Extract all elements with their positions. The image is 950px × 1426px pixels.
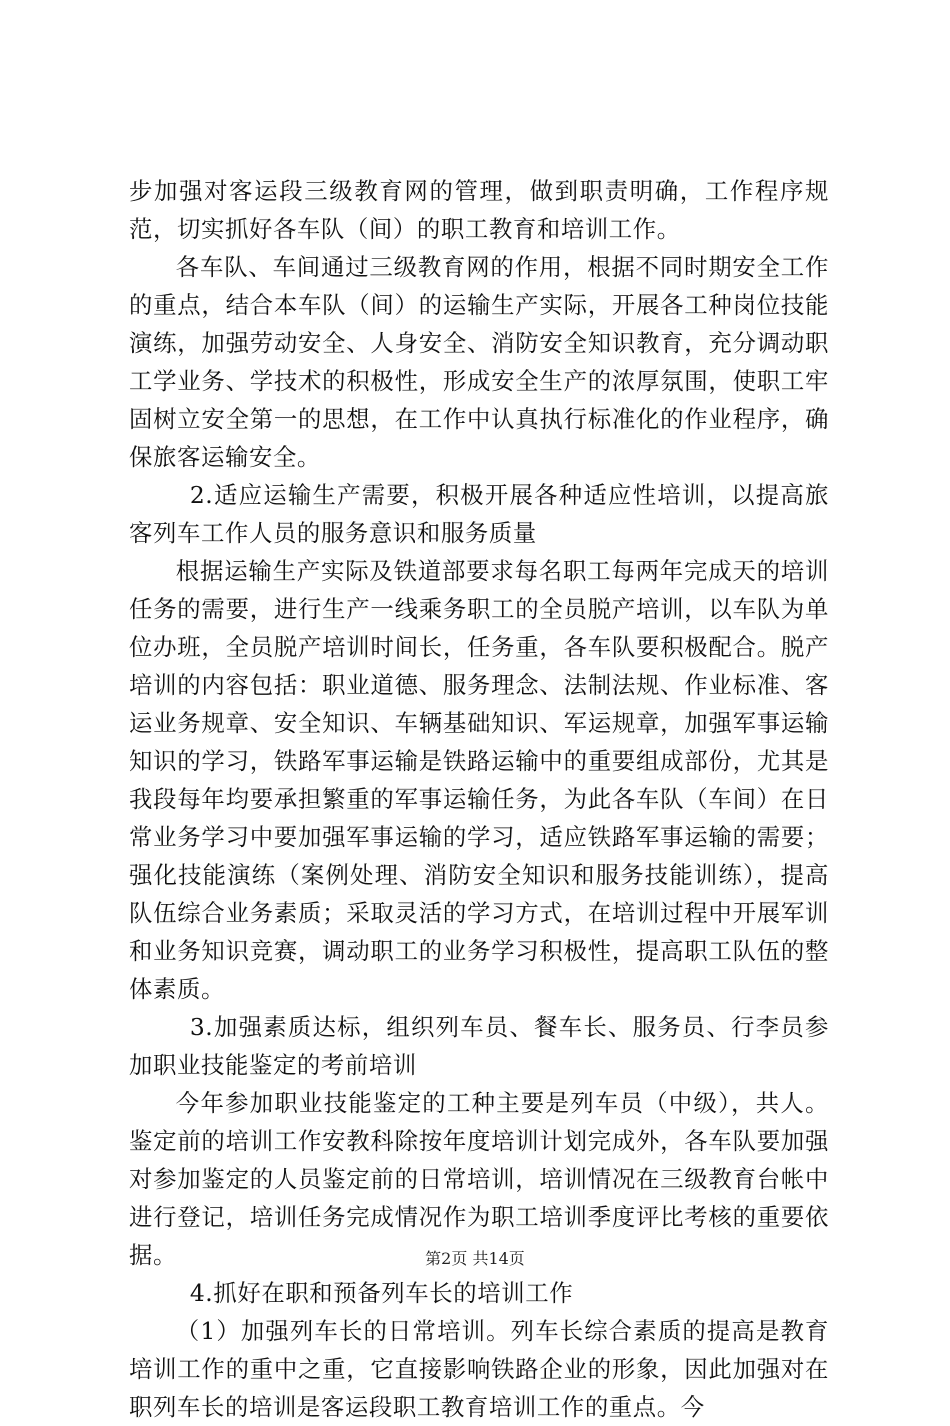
paragraph-conductor-training: （1）加强列车长的日常培训。列车长综合素质的提高是教育培训工作的重中之重，它直接影响铁路企业的形象，因此加强对在职列车长的培训是客运段职工教育培训工作的重点。今 [129,1317,829,1421]
section-heading-3: 3.加强素质达标，组织列车员、餐车长、服务员、行李员参加职业技能鉴定的考前培训 [129,1013,829,1079]
paragraph-three-level-network: 各车队、车间通过三级教育网的作用，根据不同时期安全工作的重点，结合本车队（间）的运输生产实际，开展各工种岗位技能演练，加强劳动安全、人身安全、消防安全知识教育，充分调动职工学业务、学技术的积极性，形成安全生产的浓厚氛围，使职工牢固树立安全第一的思想，在工作中认真执行标准化的作业程序，确保旅客运输安全。 [129,253,829,471]
page-number-footer: 第2页 共14页 [425,1249,525,1268]
paragraph-continuation: 步加强对客运段三级教育网的管理，做到职责明确，工作程序规范，切实抓好各车队（间）的职工教育和培训工作。 [129,177,829,243]
paragraph-skill-appraisal: 今年参加职业技能鉴定的工种主要是列车员（中级），共人。鉴定前的培训工作安教科除按年度培训计划完成外，各车队要加强对参加鉴定的人员鉴定前的日常培训，培训情况在三级教育台帐中进行登记，培训任务完成情况作为职工培训季度评比考核的重要依据。 [129,1089,829,1269]
section-heading-4: 4.抓好在职和预备列车长的培训工作 [189,1279,574,1307]
section-heading-2: 2.适应运输生产需要，积极开展各种适应性培训，以提高旅客列车工作人员的服务意识和服务质量 [129,481,829,547]
paragraph-offjob-training: 根据运输生产实际及铁道部要求每名职工每两年完成天的培训任务的需要，进行生产一线乘务职工的全员脱产培训，以车队为单位办班，全员脱产培训时间长，任务重，各车队要积极配合。脱产培训的内容包括：职业道德、服务理念、法制法规、作业标准、客运业务规章、安全知识、车辆基础知识、军运规章，加强军事运输知识的学习，铁路军事运输是铁路运输中的重要组成部份，尤其是我段每年均要承担繁重的军事运输任务，为此各车队（车间）在日常业务学习中要加强军事运输的学习，适应铁路军事运输的需要；强化技能演练（案例处理、消防安全知识和服务技能训练），提高队伍综合业务素质；采取灵活的学习方式，在培训过程中开展军训和业务知识竞赛，调动职工的业务学习积极性，提高职工队伍的整体素质。 [129,557,829,1003]
document-body [129,172,829,1426]
